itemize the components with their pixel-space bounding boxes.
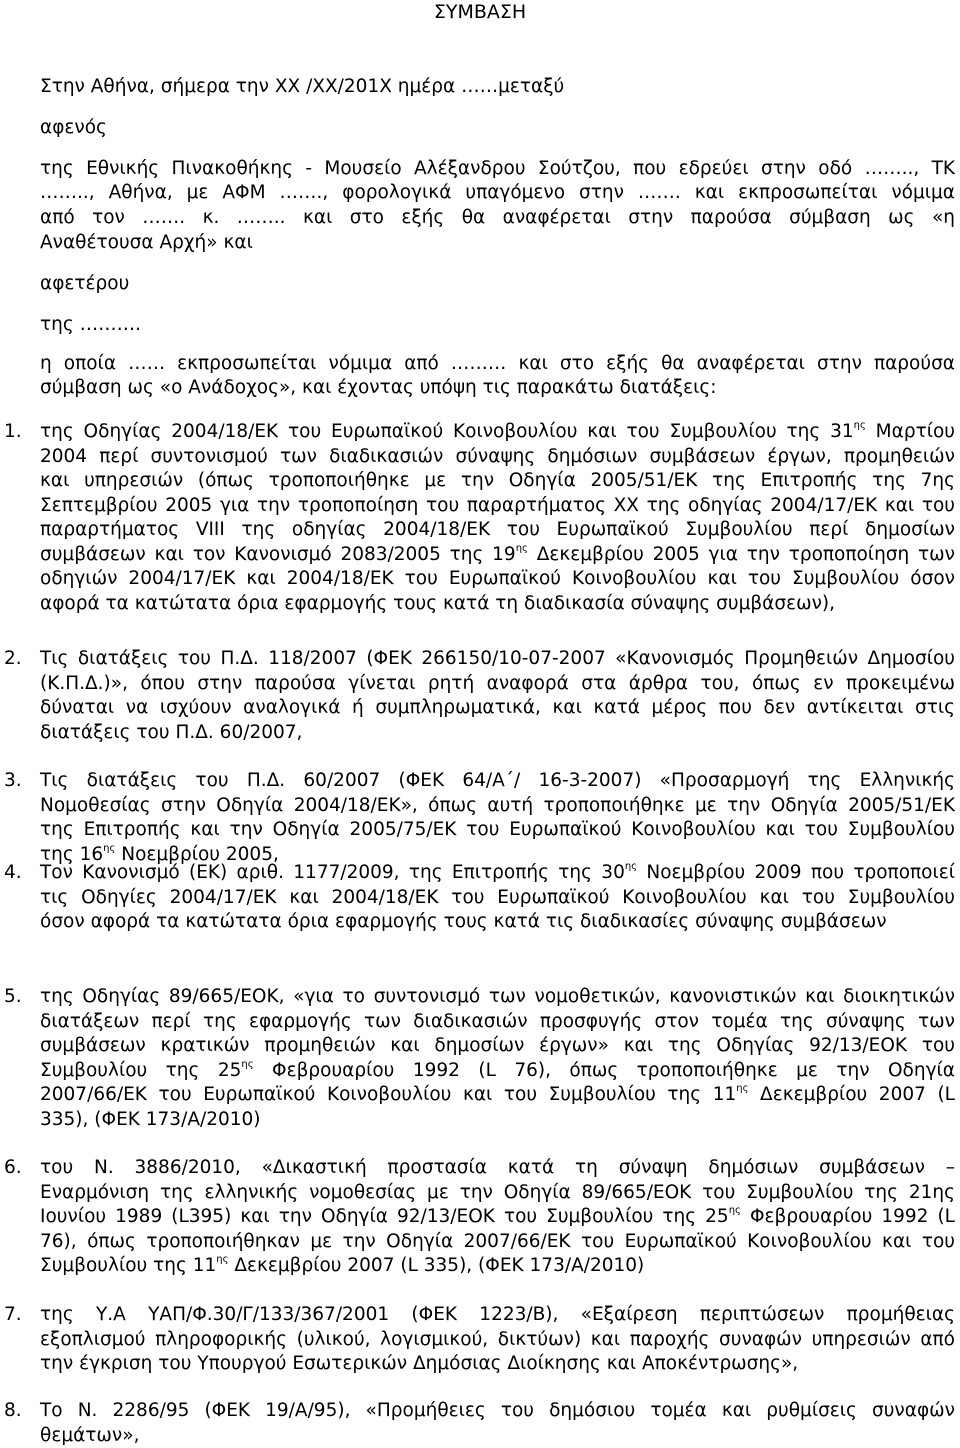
intro-line-9: η οποία …… εκπροσωπείται νόμιμα από ……… και στο εξής θα αναφέρεται στην παρούσα (40, 353, 955, 374)
provision-line: διατάξεις του Π.Δ. 60/2007, (40, 721, 303, 743)
intro-line-7: αφετέρου (40, 273, 130, 294)
provision-line: αφορά τα κατώτατα όρια εφαρμογής τους κατά τη διαδικασία σύναψης συμβάσεων), (40, 592, 836, 614)
provision-line: δύναται να ισχύουν αναλογικά ή συμπληρωματικά, και κατά μέρος που δεν αντίκειται στις (40, 697, 955, 718)
provision-line: 76), όπως τροποποιήθηκαν με την Οδηγία 2007/66/ΕΚ του Ευρωπαϊκού Κοινοβουλίου και του (40, 1230, 955, 1252)
provision-line: τις Οδηγίες 2004/17/ΕΚ και 2004/18/ΕΚ του Ευρωπαϊκού Κοινοβουλίου και του Συμβουλίου (40, 886, 955, 908)
provision-line: Τις διατάξεις του Π.Δ. 60/2007 (ΦΕΚ 64/Α΄/ 16-3-2007) «Προσαρμογή της Ελληνικής (40, 770, 955, 791)
provision-line: της Υ.Α ΥΑΠ/Φ.30/Γ/133/367/2001 (ΦΕΚ 1223/Β), «Εξαίρεση περιπτώσεων προμήθειας (40, 1304, 955, 1325)
provision-line: παραρτήματος VIII της οδηγίας 2004/18/ΕΚ του Ευρωπαϊκού Συμβουλίου περί δημοσίων (40, 519, 955, 540)
provision-line: Το Ν. 2286/95 (ΦΕΚ 19/Α/95), «Προμήθειες του δημόσιου τομέα και ρυθμίσεις συναφών (40, 1400, 955, 1421)
intro-line-4: …….., Αθήνα, με ΑΦΜ ……., φορολογικά υπαγόμενο στην ……. και εκπροσωπείται νόμιμα (40, 182, 955, 203)
provision-item (40, 769, 955, 867)
provision-number: 8. (4, 1400, 22, 1421)
provision-line: 335), (ΦΕΚ 173/Α/2010) (40, 1108, 261, 1130)
provision-line: Τον Κανονισμό (ΕΚ) αριθ. 1177/2009, της Επιτροπής της $30^{\eta\varsigma}$ Νοεμβρίου 2009 που τροποποιεί (40, 861, 955, 883)
provision-number: 6. (4, 1157, 22, 1178)
provision-number: 5. (4, 986, 22, 1007)
intro-line-8: της ………. (40, 314, 141, 335)
intro-line-10: σύμβαση ως «ο Ανάδοχος», και έχοντας υπόψη τις παρακάτω διατάξεις: (40, 377, 717, 398)
provision-line: θεμάτων», (40, 1424, 140, 1446)
intro-line-5: από τον ……. κ. …….. και στο εξής θα αναφέρεται στην παρούσα σύμβαση ως «η (40, 207, 955, 228)
provision-line: Νομοθεσίας στην Οδηγία 2004/18/ΕΚ», όπως αυτή τροποποιήθηκε με την Οδηγία 2005/51/ΕΚ (40, 794, 955, 816)
provision-number: 1. (4, 421, 22, 442)
provision-line: της Επιτροπής και την Οδηγία 2005/75/ΕΚ του Ευρωπαϊκού Κοινοβουλίου και του Συμβουλίου (40, 819, 955, 840)
provision-line: Τις διατάξεις του Π.Δ. 118/2007 (ΦΕΚ 266150/10-07-2007 «Κανονισμός Προμηθειών Δημοσίου (40, 648, 955, 669)
provision-line: της $16^{\eta\varsigma}$ Νοεμβρίου 2005, (40, 842, 279, 865)
provision-line: Συμβουλίου της $11^{\eta\varsigma}$ Δεκεμβρίου 2007 (L 335), (ΦΕΚ 173/Α/2010) (40, 1254, 645, 1276)
provision-line: διατάξεων περί της εφαρμογής των διαδικασιών προσφυγής στον τομέα της σύναψης των (40, 1010, 955, 1032)
provision-number: 7. (4, 1304, 22, 1325)
provision-line: 2004 περί συντονισμού των διαδικασιών σύναψης δημόσιων συμβάσεων έργων, προμηθειών (40, 445, 955, 467)
intro-line-1: Στην Αθήνα, σήμερα την ΧΧ /ΧΧ/201Χ ημέρα ……μεταξύ (40, 76, 565, 97)
provision-line: (Κ.Π.Δ.)», όπου στην παρούσα γίνεται ρητή αναφορά στα άρθρα του, όπως εν προκειμένω (40, 672, 955, 694)
document-title: ΣΥΜΒΑΣΗ (433, 1, 527, 23)
provision-number: 4. (4, 862, 22, 883)
provision-line: οδηγιών 2004/17/ΕΚ και 2004/18/ΕΚ του Ευρωπαϊκού Κοινοβουλίου και του Συμβουλίου όσον (40, 568, 955, 589)
provision-line: Συμβουλίου της $25^{\eta\varsigma}$ Φεβρουαρίου 1992 (L 76), όπως τροποποιήθηκε με την Οδηγία (40, 1058, 955, 1081)
provision-line: συμβάσεων και τον Κανονισμό 2083/2005 της $19^{\eta\varsigma}$ Δεκεμβρίου 2005 για την τροποποίηση των (40, 542, 955, 565)
provision-line: συμβάσεων κρατικών προμηθειών και δημοσίων έργων» και της Οδηγίας 92/13/ΕΟΚ του (40, 1035, 955, 1056)
provision-line: και υπηρεσιών (όπως τροποποιήθηκε με την Οδηγία 2005/51/ΕΚ της Επιτροπής της 7ης (40, 470, 955, 491)
provision-item (40, 420, 955, 616)
provision-line: του Ν. 3886/2010, «Δικαστική προστασία κατά τη σύναψη δημόσιων συμβάσεων – (40, 1157, 955, 1178)
provision-line: 2007/66/ΕΚ του Ευρωπαϊκού Κοινοβουλίου και του Συμβουλίου της $11^{\eta\varsigma}$ Δεκεμβρίου 2007 (L (40, 1083, 955, 1105)
provision-line: την έγκριση του Υπουργού Εσωτερικών Δημόσιας Διοίκησης και Αποκέντρωσης», (40, 1353, 799, 1374)
provision-item (40, 985, 955, 1132)
provision-item (40, 647, 955, 745)
provision-number: 3. (4, 770, 22, 791)
provision-line: της Οδηγίας 2004/18/ΕΚ του Ευρωπαϊκού Κοινοβουλίου και του Συμβουλίου της $31^{\eta\varsigma}$ Μαρτίου (40, 420, 956, 442)
provision-line: Εναρμόνιση της ελληνικής νομοθεσίας με την Οδηγία 89/665/ΕΟΚ του Συμβουλίου της 21ης (40, 1181, 955, 1203)
provision-item (40, 1399, 955, 1448)
provision-item (40, 1303, 955, 1377)
provision-line: εξοπλισμού πληροφορικής (υλικού, λογισμικού, δικτύων) και παροχής συναφών υπηρεσιών από (40, 1328, 955, 1350)
provision-line: Ιουνίου 1989 (L395) και την Οδηγία 92/13/ΕΟΚ του Συμβουλίου της $25^{\eta\varsigma}$ Φεβρουαρίου 1992 (L (40, 1205, 955, 1227)
intro-line-3: της Εθνικής Πινακοθήκης - Μουσείο Αλέξανδρου Σούτζου, που εδρεύει στην οδό …….., ΤΚ (40, 158, 955, 179)
intro-line-2: αφενός (40, 117, 107, 138)
provision-line: της Οδηγίας 89/665/ΕΟΚ, «για το συντονισμό των νομοθετικών, κανονιστικών και διοικητικών (40, 986, 955, 1007)
provision-number: 2. (4, 648, 22, 669)
provision-line: Σεπτεμβρίου 2005 για την τροποποίηση του παραρτήματος ΧΧ της οδηγίας 2004/17/ΕΚ και του (40, 494, 955, 516)
intro-line-6: Αναθέτουσα Αρχή» και (40, 232, 253, 253)
provision-item (40, 861, 955, 935)
provision-line: όσον αφορά τα κατώτατα όρια εφαρμογής τους κατά τις διαδικασίες σύναψης συμβάσεων (40, 911, 887, 932)
provision-item (40, 1156, 955, 1279)
